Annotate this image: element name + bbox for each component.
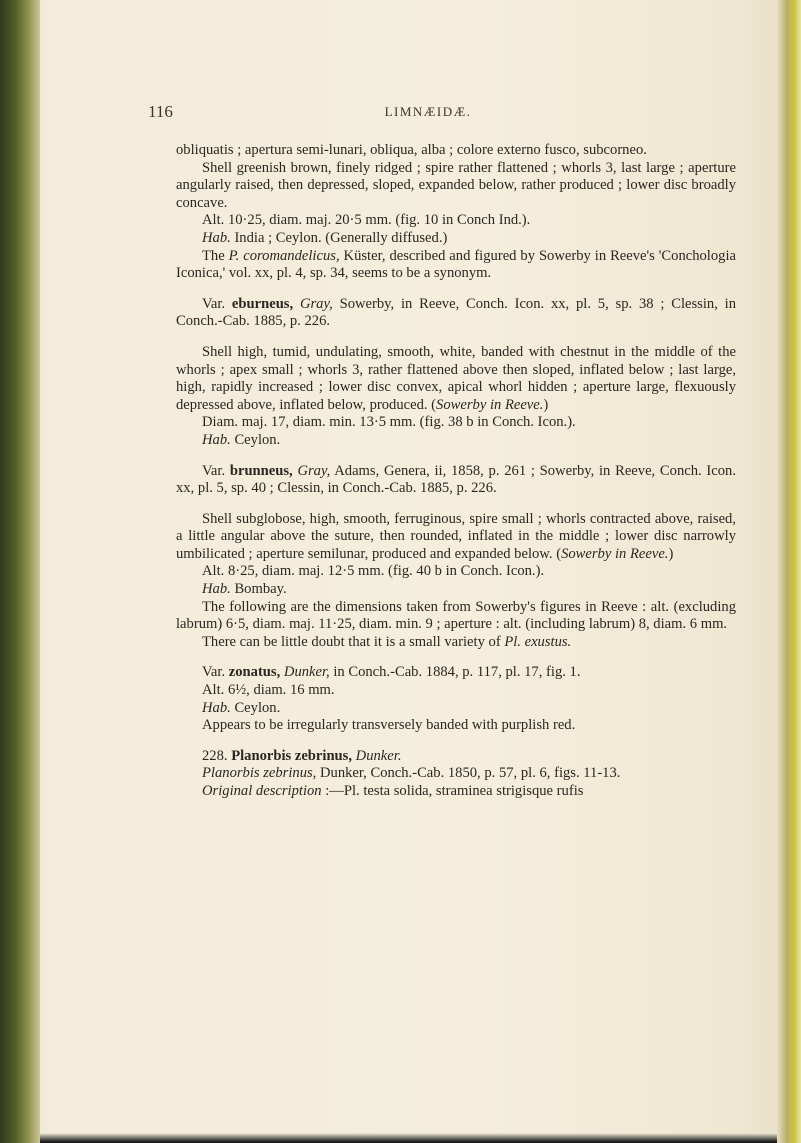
synonym-reference: Dunker, Conch.-Cab. 1850, p. 57, pl. 6, figs. 11-13. [316,765,621,782]
habitat-label: Hab. [202,229,231,246]
variety-reference: Sowerby, in Reeve, Conch. Icon. xx, pl. 5, sp. 38 ; Clessin, in Conch.-Cab. 1885, p. 226. [176,295,737,330]
binding-right-edge [777,0,801,1143]
species-228-original-description [176,783,736,801]
habitat-text: Ceylon. [230,699,281,716]
variety-zonatus-dimensions: Alt. 6½, diam. 16 mm. [202,682,335,699]
desc-source: Sowerby in Reeve. [436,396,544,413]
page-header [148,102,708,124]
shell-description: Shell greenish brown, finely ridged ; spire rather flattened ; whorls 3, last large ; aperture angularly raised, then depressed, sloped, expanded below, rather produced ; lower disc broadly concave. [176,159,736,211]
species-228-synonymy [176,765,736,783]
var-prefix: Var. [202,664,229,681]
species-228-heading [176,748,736,766]
synonym-note-b: Küster, described and figured by Sowerby in Reeve's 'Conchologia Iconica,' vol. xx, pl. 4, sp. 34, seems to be a synonym. [176,247,736,282]
conclusion-species: Pl. exustus. [504,633,572,650]
habitat-text: Ceylon. [230,431,281,448]
var-prefix: Var. [202,295,232,312]
page-body [176,142,736,801]
latin-description-end: obliquatis ; apertura semi-lunari, obliqua, alba ; colore externo fusco, subcorneo. [176,142,647,158]
variety-brunneus-habitat [176,581,736,599]
variety-brunneus-figure-note: The following are the dimensions taken from Sowerby's figures in Reeve : alt. (excluding labrum) 6·5, diam. maj. 11·25, diam. min. 9 ; aperture : alt. (including labrum) 8, diam. 6 mm. [176,598,736,633]
variety-eburneus-dimensions: Diam. maj. 17, diam. min. 13·5 mm. (fig. 38 b in Conch. Icon.). [202,414,576,431]
variety-name: eburneus, [231,295,294,312]
habitat-label: Hab. [202,431,231,448]
variety-eburneus-habitat [176,432,736,450]
variety-name: brunneus, [229,462,293,479]
habitat-text: Bombay. [230,581,287,598]
variety-reference: in Conch.-Cab. 1884, p. 117, pl. 17, fig. 1. [329,664,581,681]
desc-text: Shell high, tumid, undulating, smooth, white, banded with chestnut in the middle of the whorls ; apex small ; whorls 3, rather flattened above then sloped, inflated below ; last large, high, rapidly increased ; lower disc convex, apical whorl hidden ; aperture large, flexuously depressed above, inflated below, produced. ( [176,343,736,413]
desc-close: ) [543,396,549,413]
synonym-species: P. coromandelicus, [228,247,340,264]
dimensions: Alt. 10·25, diam. maj. 20·5 mm. (fig. 10 in Conch Ind.). [202,212,531,229]
variety-zonatus-note: Appears to be irregularly transversely banded with purplish red. [202,717,576,734]
variety-brunneus-heading [176,463,736,498]
var-prefix: Var. [202,462,230,479]
variety-brunneus-conclusion [176,634,736,652]
original-description-text: :—Pl. testa solida, straminea strigisque rufis [321,783,584,799]
running-head: LIMNÆIDÆ. [384,104,472,119]
species-number: 228. [202,747,232,764]
variety-brunneus-description [176,511,736,564]
habitat-text: India ; Ceylon. (Generally diffused.) [230,229,448,246]
page-bottom-edge [40,1133,777,1143]
variety-zonatus-heading [176,664,736,682]
variety-zonatus-habitat [176,700,736,718]
binding-left-edge [0,0,40,1143]
conclusion-text: There can be little doubt that it is a small variety of [202,633,505,650]
variety-author: Gray, [292,462,331,479]
variety-author: Gray, [293,295,333,312]
habitat-label: Hab. [202,699,231,716]
original-description-label: Original description [202,783,322,799]
variety-brunneus-dimensions: Alt. 8·25, diam. maj. 12·5 mm. (fig. 40 b in Conch. Icon.). [202,563,545,580]
desc-source: Sowerby in Reeve. [561,545,669,562]
synonym-note [176,248,736,283]
variety-eburneus-heading [176,296,736,331]
species-author: Dunker. [352,747,402,764]
variety-name: zonatus, [228,664,281,681]
species-name: Planorbis zebrinus, [231,747,353,764]
desc-close: ) [668,545,674,562]
variety-eburneus-description [176,344,736,414]
page-number: 116 [148,102,173,121]
synonym-name: Planorbis zebrinus, [202,765,317,782]
desc-text: Shell subglobose, high, smooth, ferruginous, spire small ; whorls contracted above, raised, a little angular above the suture, then rounded, inflated in the middle ; lower disc narrowly umbilicated ; aperture semilunar, produced and expanded below. ( [176,510,736,562]
synonym-note-a: The [202,247,229,264]
variety-author: Dunker, [280,664,330,681]
variety-reference: Adams, Genera, ii, 1858, p. 261 ; Sowerby, in Reeve, Conch. Icon. xx, pl. 5, sp. 40 ; Clessin, in Conch.-Cab. 1885, p. 226. [176,462,737,497]
habitat [176,230,736,248]
habitat-label: Hab. [202,581,231,598]
